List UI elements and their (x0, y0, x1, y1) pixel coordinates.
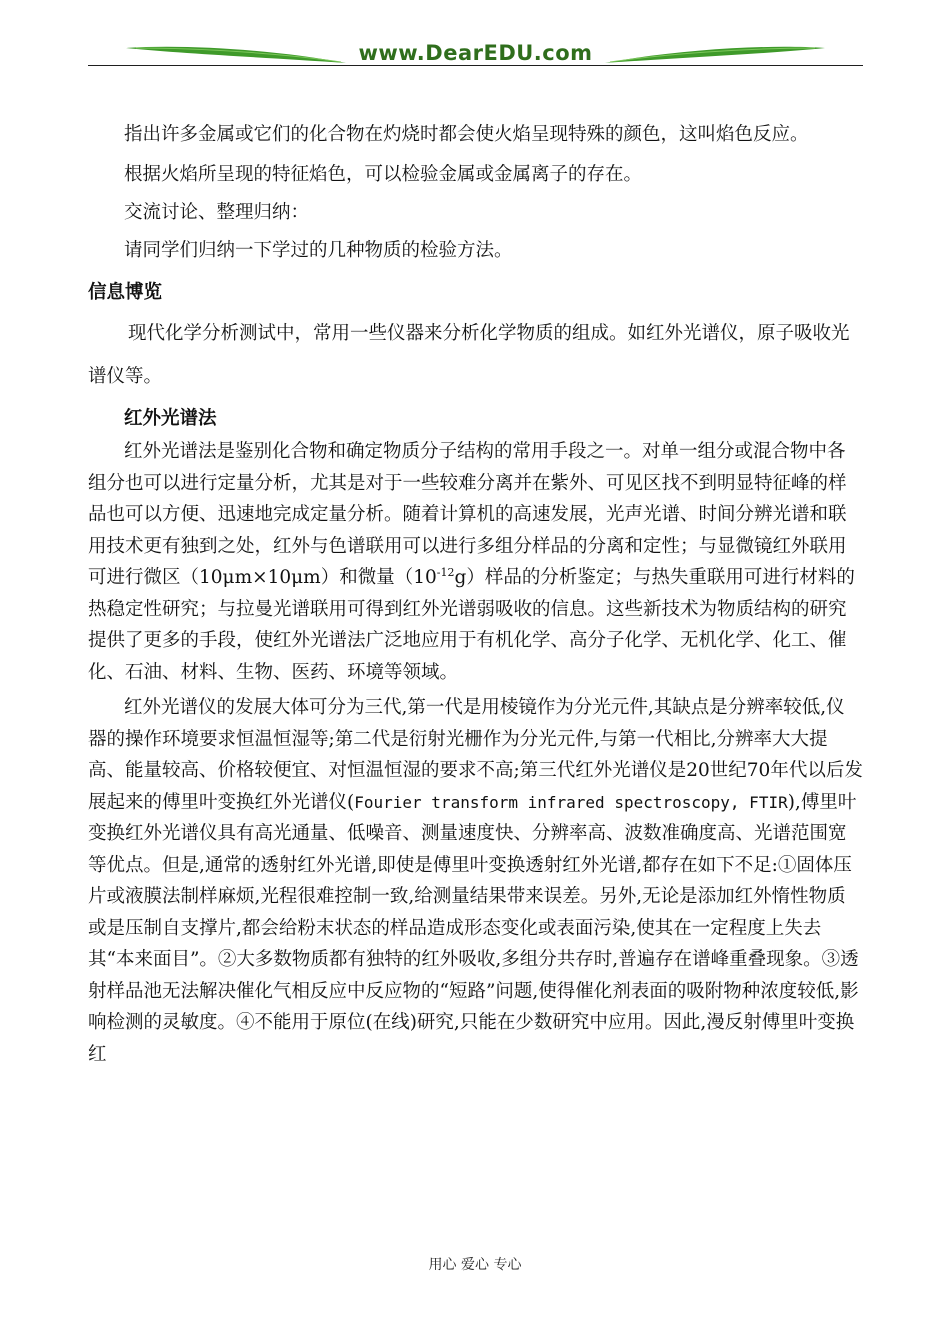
paragraph-instruments: 现代化学分析测试中，常用一些仪器来分析化学物质的组成。如红外光谱仪，原子吸收光谱仪等。 (88, 323, 850, 387)
header-rule (88, 65, 863, 66)
paragraph-ir-spectroscopy: 红外光谱法是鉴别化合物和确定物质分子结构的常用手段之一。对单一组分或混合物中各组分也可以进行定量分析，尤其是对于一些较难分离并在紫外、可见区找不到明显特征峰的样品也可以方便、迅速地完成定量分析。随着计算机的高速发展，光声光谱、时间分辨光谱和联用技术更有独到之处，红外与色谱联用可以进行多组分样品的分离和定性；与显微镜红外联用可进行微区（10μm×10μm）和微量$(10^{-12}g)$样品的分析鉴定；与热失重联用可进行材料的热稳定性研究；与拉曼光谱联用可得到红外光谱弱吸收的信息。这些新技术为物质结构的研究提供了更多的手段，使红外光谱法广泛地应用于有机化学、高分子化学、无机化学、化工、催化、石油、材料、生物、医药、环境等领域。 (88, 441, 855, 683)
subsection-title: 红外光谱法 (124, 408, 217, 429)
green-leaf-icon (605, 42, 825, 66)
document-body (88, 113, 863, 1070)
page-header (88, 38, 863, 70)
paragraph-flame-reaction: 指出许多金属或它们的化合物在灼烧时都会使火焰呈现特殊的颜色，这叫焰色反应。 (124, 124, 809, 145)
paragraph-ir-generations: 红外光谱仪的发展大体可分为三代,第一代是用棱镜作为分光元件,其缺点是分辨率较低,仪器的操作环境要求恒温恒湿等;第二代是衍射光栅作为分光元件,与第一代相比,分辨率大大提高、能量较高、价格较便宜、对恒温恒湿的要求不高;第三代红外光谱仪是20世纪70年代以后发展起来的傅里叶变换红外光谱仪(Fourier transform infrared spectroscopy, FTIR),傅里叶变换红外光谱仪具有高光通量、低噪音、测量速度快、分辨率高、波数准确度高、光谱范围宽等优点。但是,通常的透射红外光谱,即使是傅里叶变换透射红外光谱,都存在如下不足:①固体压片或液膜法制样麻烦,光程很难控制一致,给测量结果带来误差。另外,无论是添加红外惰性物质或是压制自支撑片,都会给粉末状态的样品造成形态变化或表面污染,使其在一定程度上失去其“本来面目”。②大多数物质都有独特的红外吸收,多组分共存时,普遍存在谱峰重叠现象。③透射样品池无法解决催化气相反应中反应物的“短路”问题,使得催化剂表面的吸附物种浓度较低,影响检测的灵敏度。④不能用于原位(在线)研究,只能在少数研究中应用。因此,漫反射傅里叶变换红 (88, 697, 863, 1065)
site-brand: www.DearEDU.com (358, 41, 593, 65)
paragraph-discussion: 交流讨论、整理归纳： (124, 202, 310, 223)
page-footer: 用心 爱心 专心 (428, 1257, 522, 1273)
paragraph-task: 请同学们归纳一下学过的几种物质的检验方法。 (124, 240, 513, 261)
paragraph-flame-color: 根据火焰所呈现的特征焰色，可以检验金属或金属离子的存在。 (124, 164, 643, 185)
section-title: 信息博览 (88, 282, 163, 303)
